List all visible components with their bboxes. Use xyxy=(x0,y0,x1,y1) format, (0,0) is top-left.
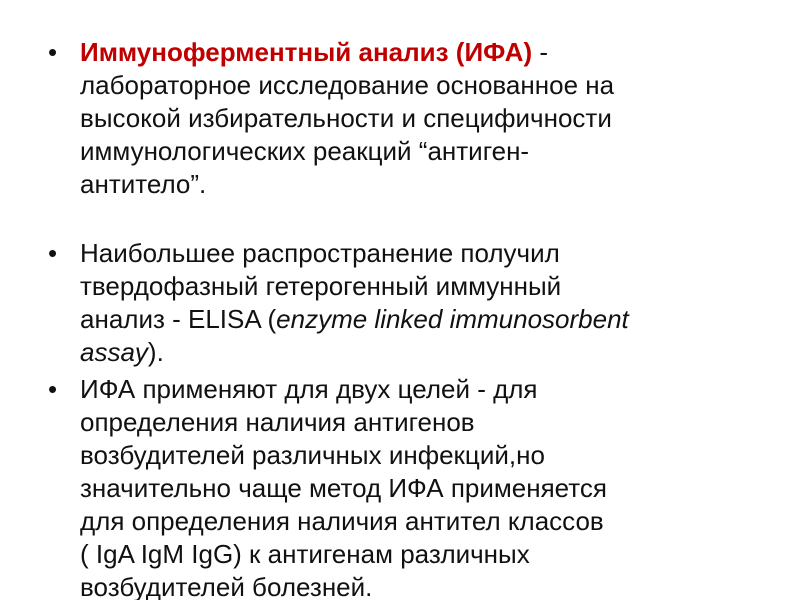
bullet-line: значительно чаще метод ИФА применяется xyxy=(80,473,607,503)
bullet-line xyxy=(80,303,764,336)
bullet-marker: • xyxy=(48,238,58,268)
bullet-item-ifa-uses xyxy=(44,373,764,600)
line-text: ). xyxy=(147,337,164,367)
bullet-line xyxy=(80,336,764,369)
bullet-line: лабораторное исследование основанное на xyxy=(80,70,615,100)
bullet-line: для определения наличия антител классов xyxy=(80,506,604,536)
bullet-list xyxy=(44,36,764,600)
bullet-line: определения наличия антигенов xyxy=(80,407,475,437)
bullet-line: иммунологических реакций “антиген- xyxy=(80,136,530,166)
line-text: анализ - ELISA ( xyxy=(80,304,277,334)
bullet-line: твердофазный гетерогенный иммунный xyxy=(80,271,562,301)
bullet-line: ИФА применяют для двух целей - для xyxy=(80,374,538,404)
bullet-line: возбудителей различных инфекций,но xyxy=(80,440,545,470)
bullet-line: возбудителей болезней. xyxy=(80,572,373,600)
line-text: - xyxy=(532,37,548,67)
bullet-line: ( IgA IgM IgG) к антигенам различных xyxy=(80,539,530,569)
highlighted-term: Иммуноферментный анализ (ИФА) xyxy=(80,37,533,67)
bullet-item-elisa xyxy=(44,237,764,369)
bullet-line: высокой избирательности и специфичности xyxy=(80,103,612,133)
bullet-marker: • xyxy=(48,374,58,404)
italic-term: enzyme linked immunosorbent xyxy=(276,304,629,334)
italic-term: assay xyxy=(80,337,148,367)
bullet-line xyxy=(80,36,764,69)
bullet-item-ifa-definition xyxy=(44,36,764,201)
bullet-marker: • xyxy=(48,37,58,67)
bullet-line: антитело”. xyxy=(80,169,207,199)
bullet-line: Наибольшее распространение получил xyxy=(80,238,560,268)
